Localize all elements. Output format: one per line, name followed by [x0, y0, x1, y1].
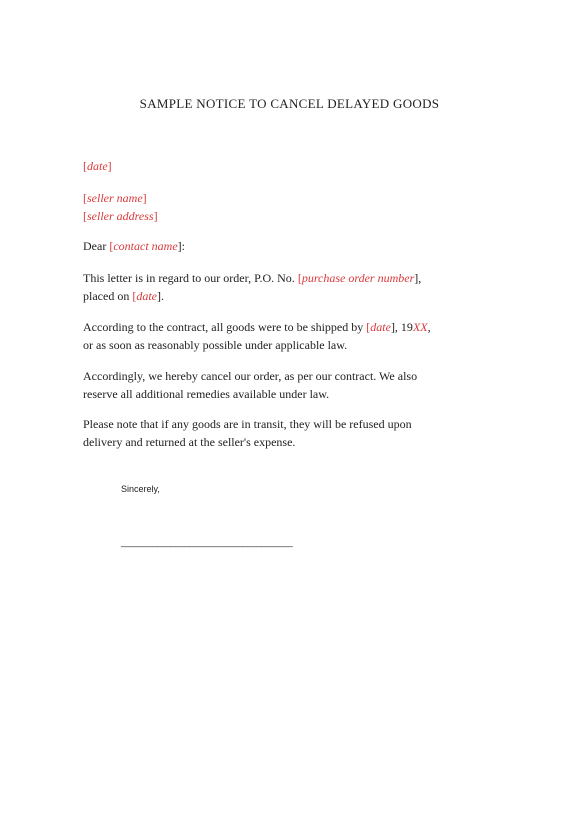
- seller-address-placeholder: seller address: [87, 209, 154, 223]
- greeting-prefix: Dear: [83, 239, 110, 253]
- placeholder-bracket-close: ]: [107, 159, 112, 173]
- ship-date-placeholder: date: [370, 320, 391, 334]
- contact-name-placeholder: contact name: [113, 239, 178, 253]
- paragraph-order: [83, 269, 513, 305]
- seller-block: [83, 189, 513, 225]
- year-placeholder: XX: [412, 320, 428, 334]
- greeting-suffix: :: [181, 239, 185, 253]
- closing-sincerely: Sincerely,: [121, 484, 160, 494]
- date-placeholder: date: [87, 159, 108, 173]
- seller-address-line: [seller address]: [83, 209, 158, 223]
- document-title: SAMPLE NOTICE TO CANCEL DELAYED GOODS: [139, 96, 440, 111]
- greeting: Dear [contact name]:: [83, 239, 185, 253]
- paragraph-contract-line2: or as soon as reasonably possible under applicable law.: [83, 338, 348, 352]
- date-field: [83, 157, 513, 175]
- paragraph-order-line2: placed on [date].: [83, 289, 164, 303]
- paragraph-contract-line1: According to the contract, all goods were to be shipped by [date], 19XX,: [83, 320, 431, 334]
- order-date-placeholder: date: [136, 289, 157, 303]
- paragraph-order-line1: This letter is in regard to our order, P.O. No. [purchase order number],: [83, 271, 422, 285]
- paragraph-transit: Please note that if any goods are in transit, they will be refused upon delivery and returned at the seller's expense.: [83, 417, 412, 449]
- paragraph-contract: [83, 318, 513, 354]
- paragraph-cancel: Accordingly, we hereby cancel our order, as per our contract. We also reserve all additional remedies available under law.: [83, 369, 418, 401]
- seller-name-placeholder: seller name: [87, 191, 143, 205]
- placeholder-bracket-open: [: [83, 159, 87, 173]
- purchase-order-placeholder: purchase order number: [301, 271, 415, 285]
- seller-name-line: [seller name]: [83, 191, 147, 205]
- signature-line: ______________________________________: [121, 537, 293, 547]
